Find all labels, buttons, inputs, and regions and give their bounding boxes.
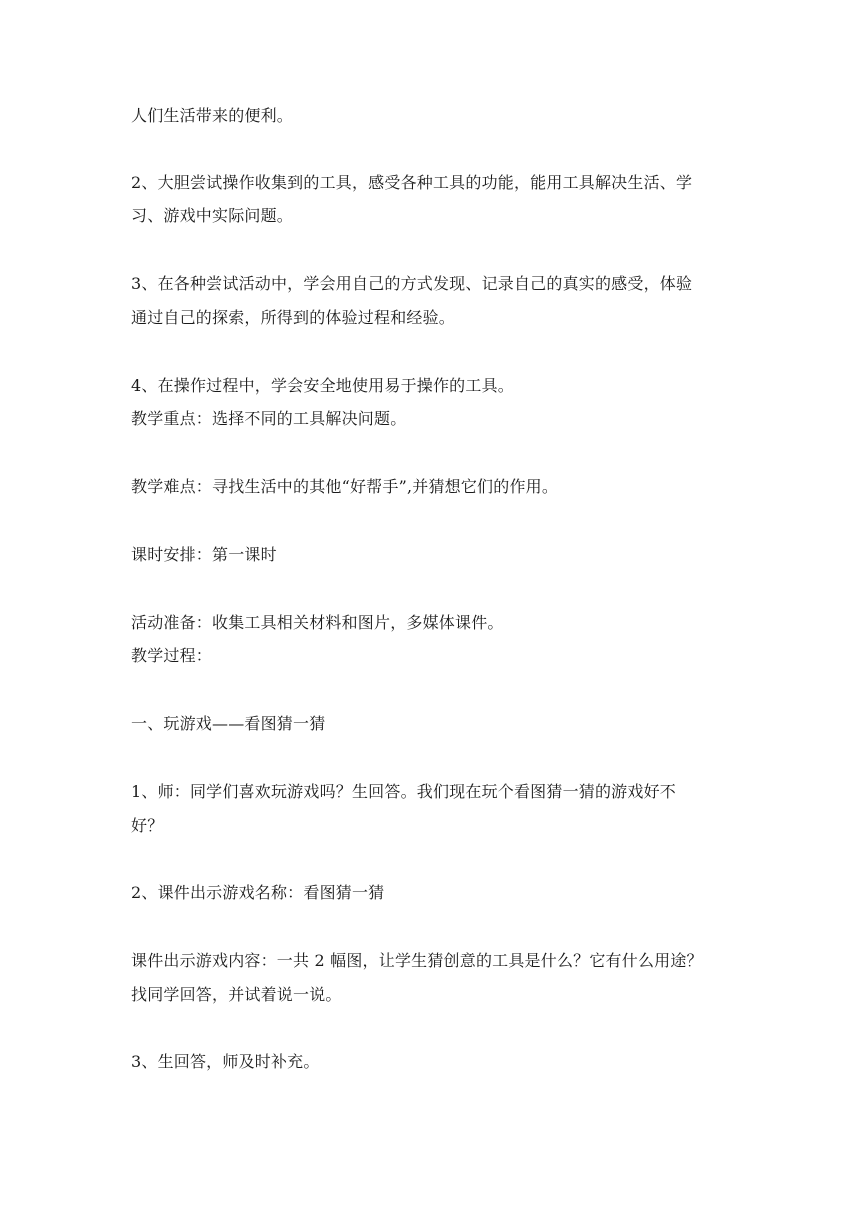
text-line: 人们生活带来的便利。 <box>131 106 294 125</box>
text-line: 通过自己的探索，所得到的体验过程和经验。 <box>131 308 456 327</box>
text-line: 找同学回答，并试着说一说。 <box>131 985 342 1004</box>
text-line: 4、在操作过程中，学会安全地使用易于操作的工具。 <box>131 376 514 395</box>
text-line: 课时安排：第一课时 <box>131 545 277 564</box>
text-line: 2、课件出示游戏名称：看图猜一猜 <box>131 883 385 902</box>
text-line: 2、大胆尝试操作收集到的工具，感受各种工具的功能，能用工具解决生活、学 <box>131 173 693 192</box>
text-line: 课件出示游戏内容：一共 2 幅图，让学生猜创意的工具是什么？它有什么用途？ <box>131 951 703 970</box>
text-line: 教学重点：选择不同的工具解决问题。 <box>131 409 407 428</box>
text-line: 教学难点：寻找生活中的其他“好帮手”,并猜想它们的作用。 <box>131 477 559 496</box>
text-line: 教学过程： <box>131 646 213 665</box>
text-line: 活动准备：收集工具相关材料和图片，多媒体课件。 <box>131 613 504 632</box>
text-line: 习、游戏中实际问题。 <box>131 206 294 225</box>
text-line: 一、玩游戏——看图猜一猜 <box>131 714 326 733</box>
text-line: 3、生回答，师及时补充。 <box>131 1052 320 1071</box>
text-line: 3、在各种尝试活动中，学会用自己的方式发现、记录自己的真实的感受，体验 <box>131 274 693 293</box>
text-line: 1、师：同学们喜欢玩游戏吗？生回答。我们现在玩个看图猜一猜的游戏好不 <box>131 782 676 801</box>
text-line: 好？ <box>131 816 164 835</box>
